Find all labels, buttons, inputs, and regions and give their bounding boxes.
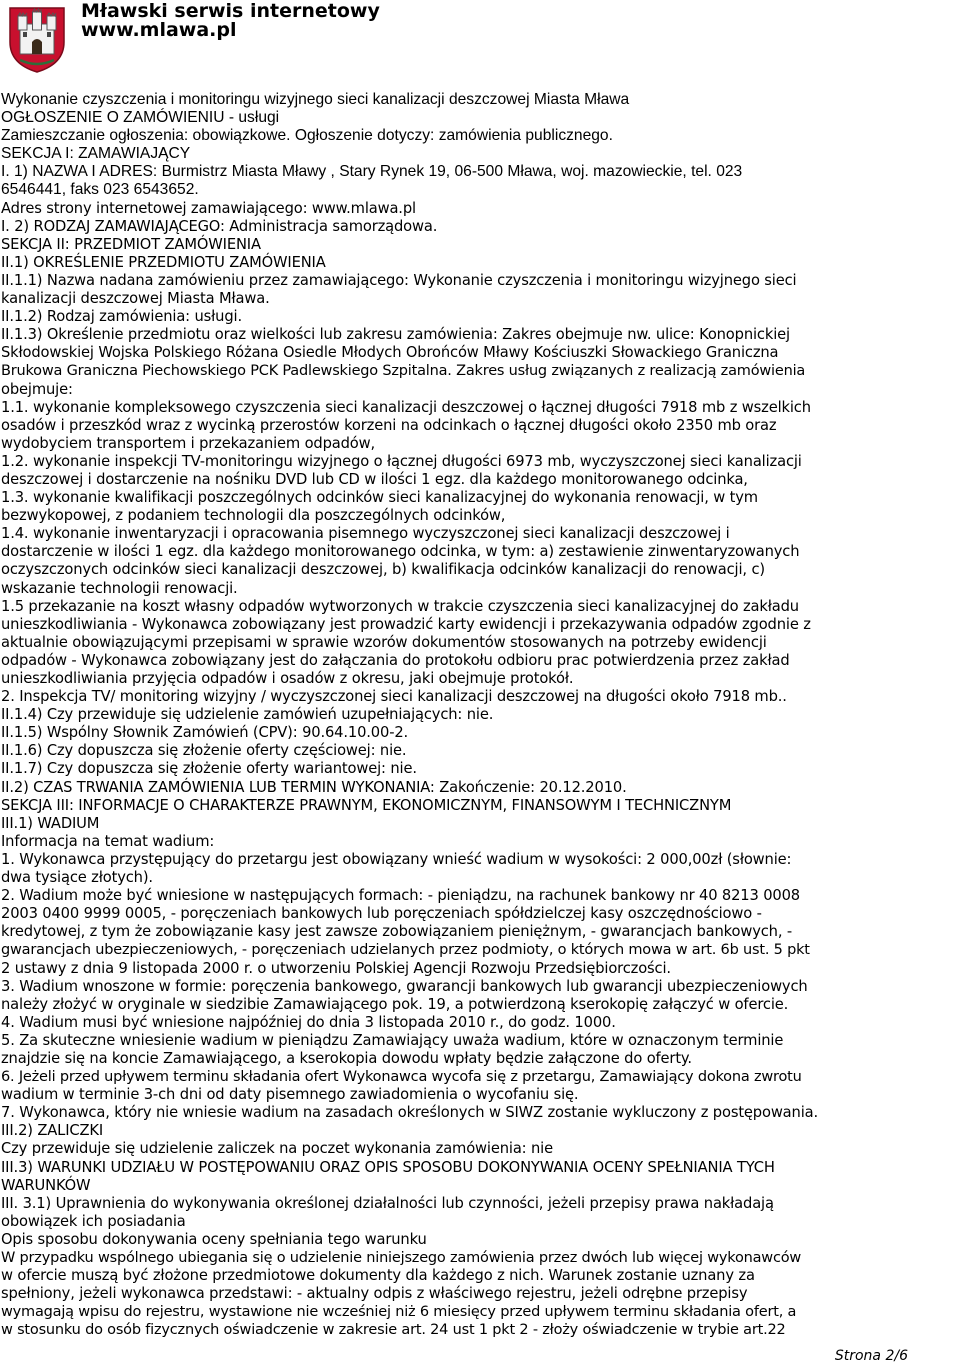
text-line: WARUNKÓW: [1, 1176, 91, 1194]
text-line: II.1.2) Rodzaj zamówienia: usługi.: [1, 308, 242, 326]
text-line: kanalizacji deszczowej Miasta Mława.: [1, 290, 270, 308]
text-line: 2. Wadium może być wniesione w następujących formach: - pieniądzu, na rachunek bankowy nr 40 8213 0008: [1, 887, 800, 905]
site-url[interactable]: www.mlawa.pl: [81, 19, 237, 41]
text-line: Opis sposobu dokonywania oceny spełniania tego warunku: [1, 1230, 427, 1248]
text-line: II.1.5) Wspólny Słownik Zamówień (CPV): 90.64.10.00-2.: [1, 724, 409, 742]
text-line: oczyszczonych odcinków sieci kanalizacji deszczowej, b) kwalifikacja odcinków kanalizacji do renowacji, c): [1, 561, 765, 579]
mlawa-coat-of-arms-icon: [6, 2, 68, 74]
text-line: 4. Wadium musi być wniesione najpóźniej do dnia 3 listopada 2010 r., do godz. 1000.: [1, 1013, 616, 1031]
text-line: 2003 0400 9999 0005, - poręczeniach bankowych lub poręczeniach spółdzielczej kasy oszczędnościowo -: [1, 905, 762, 923]
text-line: 6. Jeżeli przed upływem terminu składania ofert Wykonawca wycofa się z przetargu, Zamawiający dokona zwrotu: [1, 1069, 802, 1086]
text-line: III.1) WADIUM: [1, 814, 100, 832]
text-line: 3. Wadium wnoszone w formie: poręczenia bankowego, gwarancji bankowych lub gwarancji ubezpieczeniowych: [1, 977, 808, 995]
section-heading: SEKCJA II: PRZEDMIOT ZAMÓWIENIA: [1, 235, 261, 253]
site-header: [0, 0, 960, 78]
text-line: Brukowa Graniczna Piechowskiego PCK Padlewskiego Szpitalna. Zakres usług związanych z realizacją zamówienia: [1, 363, 806, 380]
text-line: III.2) ZALICZKI: [1, 1122, 104, 1140]
text-line: gwarancjach ubezpieczeniowych, - poręczeniach udzielanych przez podmioty, o których mowa w art. 6b ust. 5 pkt: [1, 942, 810, 959]
text-line: 1.4. wykonanie inwentaryzacji i opracowania pisemnego wyczyszczonej sieci kanalizacji deszczowej i: [1, 525, 730, 543]
text-line: odpadów - Wykonawca zobowiązany jest do załączania do protokołu odbioru prac potwierdzenia przez zakład: [1, 651, 790, 669]
text-line: obejmuje:: [1, 380, 73, 398]
text-line: Zamieszczanie ogłoszenia: obowiązkowe. Ogłoszenie dotyczy: zamówienia publicznego.: [1, 127, 613, 145]
text-line: Informacja na temat wadium:: [1, 832, 215, 850]
text-line: wskazanie technologii renowacji.: [1, 579, 238, 597]
notice-type: OGŁOSZENIE O ZAMÓWIENIU - usługi: [1, 109, 280, 127]
text-line: I. 1) NAZWA I ADRES: Burmistrz Miasta Mławy , Stary Rynek 19, 06-500 Mława, woj. mazowieckie, tel. 023: [1, 163, 743, 181]
text-line: II.1.3) Określenie przedmiotu oraz wielkości lub zakresu zamówienia: Zakres obejmuje nw. ulice: Konopnickiej: [1, 326, 790, 344]
text-line: deszczowej i dostarczenie na nośniku DVD lub CD w ilości 1 egz. dla każdego monitorowanego odcinka,: [1, 470, 748, 488]
text-line: II.1.4) Czy przewiduje się udzielenie zamówień uzupełniających: nie.: [1, 706, 494, 724]
page-number: Strona 2/6: [834, 1348, 908, 1364]
section-heading: SEKCJA I: ZAMAWIAJĄCY: [1, 145, 191, 163]
text-line: kredytowej, z tym że zobowiązanie kasy jest zawsze zobowiązaniem pieniężnym, - gwarancjach bankowych, -: [1, 923, 793, 941]
text-line: II.1.7) Czy dopuszcza się złożenie oferty wariantowej: nie.: [1, 760, 417, 778]
text-line: Czy przewiduje się udzielenie zaliczek na poczet wykonania zamówienia: nie: [1, 1140, 553, 1158]
text-line: 2. Inspekcja TV/ monitoring wizyjny / wyczyszczonej sieci kanalizacji deszczowej na długości około 7918 mb..: [1, 688, 787, 706]
text-line: II.2) CZAS TRWANIA ZAMÓWIENIA LUB TERMIN WYKONANIA: Zakończenie: 20.12.2010.: [1, 778, 627, 796]
text-line: 1.3. wykonanie kwalifikacji poszczególnych odcinków sieci kanalizacyjnej do wykonania renowacji, w tym: [1, 489, 758, 507]
section-heading: SEKCJA III: INFORMACJE O CHARAKTERZE PRAWNYM, EKONOMICZNYM, FINANSOWYM I TECHNICZNYM: [1, 796, 732, 814]
text-line: dwa tysiące złotych).: [1, 869, 153, 887]
text-line: wadium w terminie 3-ch dni od daty pisemnego zawiadomienia o wycofaniu się.: [1, 1086, 579, 1104]
text-line: 7. Wykonawca, który nie wniesie wadium na zasadach określonych w SIWZ zostanie wykluczony z postępowania.: [1, 1104, 818, 1122]
text-line: spełniony, jeżeli wykonawca przedstawi: - aktualny odpis z właściwego rejestru, jeżeli odrębne przepisy: [1, 1285, 748, 1303]
text-line: 1.1. wykonanie kompleksowego czyszczenia sieci kanalizacji deszczowej o łącznej długości 7918 mb z wszelkich: [1, 398, 811, 416]
text-line: dostarczenie w ilości 1 egz. dla każdego monitorowanego odcinka, w tym: a) zestawienie zinwentaryzowanych: [1, 543, 800, 561]
text-line: obowiązek ich posiadania: [1, 1212, 186, 1230]
text-line: należy złożyć w oryginale w siedzibie Zamawiającego pok. 19, a potwierdzoną kserokopię załączyć w ofercie.: [1, 995, 789, 1013]
text-line: I. 2) RODZAJ ZAMAWIAJĄCEGO: Administracja samorządowa.: [1, 217, 438, 235]
text-line: II.1) OKREŚLENIE PRZEDMIOTU ZAMÓWIENIA: [1, 253, 326, 271]
site-title: Mławski serwis internetowy: [81, 0, 380, 22]
text-line: wymagają wpisu do rejestru, wystawione nie wcześniej niż 6 miesięcy przed upływem terminu składania ofert, a: [1, 1304, 797, 1321]
text-line: aktualnie obowiązującymi przepisami w sprawie wzorów dokumentów stosowanych na potrzeby ewidencji: [1, 633, 767, 651]
text-line: II.1.6) Czy dopuszcza się złożenie oferty częściowej: nie.: [1, 742, 407, 760]
text-line: w stosunku do osób fizycznych oświadczenie w zakresie art. 24 ust 1 pkt 2 - złoży oświadczenie w trybie art.22: [1, 1322, 786, 1339]
text-line: w ofercie muszą być złożone przedmiotowe dokumenty dla każdego z nich. Warunek zostanie uznany za: [1, 1267, 755, 1285]
document-title: Wykonanie czyszczenia i monitoringu wizyjnego sieci kanalizacji deszczowej Miasta Mława: [1, 91, 630, 108]
text-line: wydobyciem transportem i przekazaniem odpadów,: [1, 434, 376, 452]
text-line: III.3) WARUNKI UDZIAŁU W POSTĘPOWANIU ORAZ OPIS SPOSOBU DOKONYWANIA OCENY SPEŁNIANIA TYCH: [1, 1158, 775, 1176]
text-line: 6546441, faks 023 6543652.: [1, 181, 199, 199]
text-line: Adres strony internetowej zamawiającego: www.mlawa.pl: [1, 199, 416, 217]
text-line: 1. Wykonawca przystępujący do przetargu jest obowiązany wnieść wadium w wysokości: 2 000,00zł (słownie:: [1, 850, 792, 868]
text-line: 5. Za skuteczne wniesienie wadium w pieniądzu Zamawiający uważa wadium, które w oznaczonym terminie: [1, 1031, 784, 1049]
text-line: 1.5 przekazanie na koszt własny odpadów wytworzonych w trakcie czyszczenia sieci kanalizacyjnej do zakładu: [1, 597, 799, 615]
text-line: bezwykopowej, z podaniem technologii dla poszczególnych odcinków,: [1, 507, 506, 525]
text-line: III. 3.1) Uprawnienia do wykonywania określonej działalności lub czynności, jeżeli przepisy prawa nakładają: [1, 1194, 774, 1212]
text-line: unieszkodliwiania - Wykonawca zobowiązany jest prowadzić karty ewidencji i przekazywania odpadów zgodnie z: [1, 615, 811, 633]
document-body: [1, 91, 957, 1339]
text-line: 1.2. wykonanie inspekcji TV-monitoringu wizyjnego o łącznej długości 6973 mb, wyczyszczonej sieci kanalizacji: [1, 452, 802, 470]
text-line: W przypadku wspólnego ubiegania się o udzielenie niniejszego zamówienia przez dwóch lub więcej wykonawców: [1, 1250, 802, 1266]
text-line: osadów i przeszkód wraz z wycinką przerostów korzeni na odcinkach o łącznej długości około 2350 mb oraz: [1, 416, 777, 434]
text-line: Skłodowskiej Wojska Polskiego Różana Osiedle Młodych Obrońców Mławy Kościuszki Słowackiego Graniczna: [1, 344, 779, 362]
text-line: znajdzie się na koncie Zamawiającego, a kserokopia dowodu wpłaty będzie załączone do oferty.: [1, 1049, 692, 1067]
text-line: 2 ustawy z dnia 9 listopada 2000 r. o utworzeniu Polskiej Agencji Rozwoju Przedsiębiorczości.: [1, 959, 671, 977]
text-line: II.1.1) Nazwa nadana zamówieniu przez zamawiającego: Wykonanie czyszczenia i monitoringu wizyjnego sieci: [1, 271, 797, 289]
text-line: unieszkodliwiania przyjęcia odpadów i osadów z okresu, jaki obejmuje protokół.: [1, 670, 574, 687]
